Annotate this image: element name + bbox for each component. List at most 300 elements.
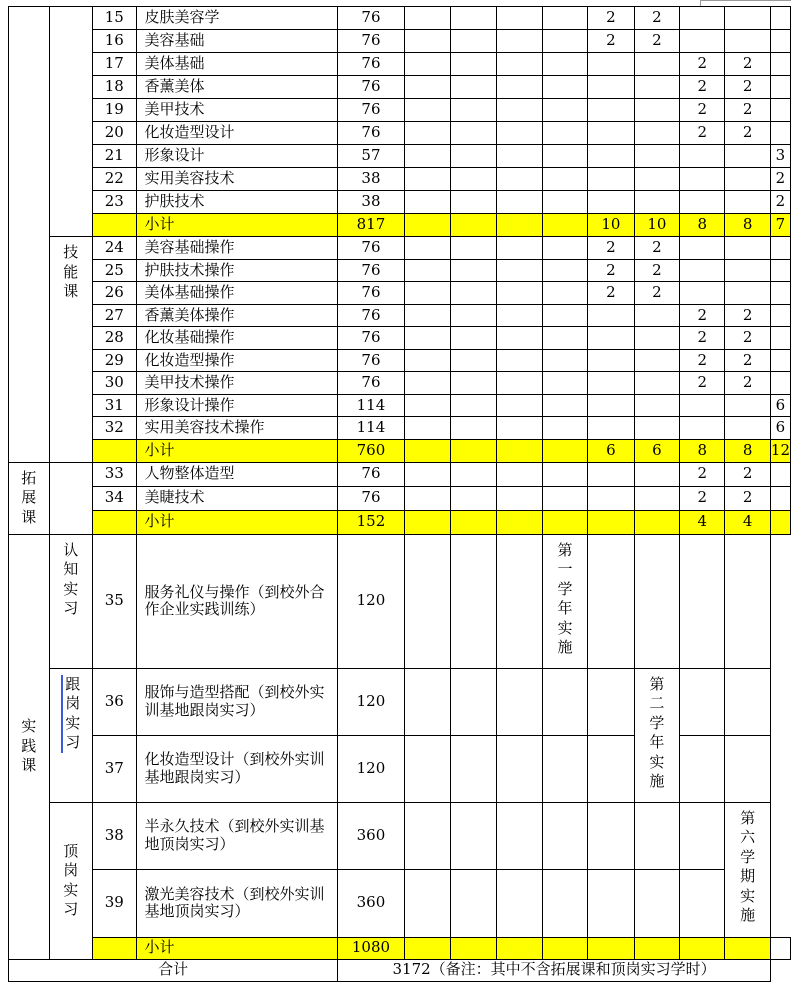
week-hours-cell <box>542 237 587 260</box>
week-hours-cell <box>542 145 587 168</box>
week-hours-cell <box>634 122 679 145</box>
course-name-text: 香薰美体操作 <box>144 305 235 324</box>
week-hours-cell <box>496 282 542 305</box>
week-hours-cell <box>680 304 725 327</box>
subtotal-week-cell-text: 4 <box>697 512 708 531</box>
course-number-text: 16 <box>104 31 124 50</box>
week-hours-cell <box>680 327 725 350</box>
subtotal-week-cell <box>542 439 587 462</box>
week-hours-cell <box>588 122 634 145</box>
week-hours-cell <box>680 282 725 305</box>
table-row <box>9 237 791 260</box>
week-cell <box>450 802 496 869</box>
course-name-text: 美甲技术 <box>144 100 205 119</box>
course-hours <box>338 30 404 53</box>
week-hours-cell <box>634 168 679 191</box>
week-hours-cell-text: 2 <box>742 328 753 347</box>
subtotal-week-cell <box>588 214 634 237</box>
week-cell-2 <box>450 327 496 350</box>
subtotal-week-cell-text: 8 <box>742 215 753 234</box>
week-hours-cell <box>770 7 790 30</box>
week-cell-1 <box>404 76 450 99</box>
week-hours-cell <box>588 282 634 305</box>
course-name <box>136 534 338 668</box>
week-cell-2 <box>450 486 496 510</box>
note-sem6-text: 第六学期实施 <box>740 808 756 924</box>
course-number <box>93 372 137 395</box>
week-hours-cell <box>770 122 790 145</box>
week-hours-cell <box>725 30 771 53</box>
week-hours-cell <box>496 417 542 440</box>
week-cell-2 <box>450 191 496 214</box>
week-hours-cell <box>496 145 542 168</box>
week-hours-cell <box>634 99 679 122</box>
week-cell-1 <box>404 168 450 191</box>
subtotal-week-cell <box>725 214 771 237</box>
course-hours-text: 76 <box>361 305 381 324</box>
course-name-text: 美体基础 <box>144 54 205 73</box>
week-hours-cell <box>725 417 771 440</box>
week-cell-2 <box>450 237 496 260</box>
week-hours-cell <box>588 168 634 191</box>
subtotal-week-cell <box>770 214 790 237</box>
week-cell <box>496 668 542 735</box>
subtotal-week-cell <box>588 439 634 462</box>
subtotal-week-cell <box>680 439 725 462</box>
week-hours-cell <box>634 76 679 99</box>
week-hours-cell <box>634 417 679 440</box>
week-hours-cell <box>634 372 679 395</box>
category-cell-professional <box>9 7 50 463</box>
course-number <box>93 802 137 869</box>
week-hours-cell <box>496 349 542 372</box>
week-hours-cell-text: 2 <box>606 238 616 257</box>
course-number-text: 28 <box>104 328 124 347</box>
table-row <box>9 668 791 735</box>
week-hours-cell <box>634 7 679 30</box>
week-hours-cell <box>725 145 771 168</box>
table-row <box>9 869 791 937</box>
week-hours-cell <box>542 327 587 350</box>
course-number <box>93 191 137 214</box>
week-hours-cell <box>496 462 542 486</box>
week-hours-cell <box>542 486 587 510</box>
subtotal-label-text: 小计 <box>144 938 175 957</box>
course-name <box>136 372 338 395</box>
course-hours-text: 76 <box>361 100 381 119</box>
course-name-text: 美容基础操作 <box>144 238 235 257</box>
week-hours-cell-text: 2 <box>742 77 753 96</box>
week-cell-1 <box>404 145 450 168</box>
week-hours-cell <box>680 7 725 30</box>
week-hours-cell <box>496 53 542 76</box>
table-row <box>9 191 791 214</box>
week-hours-cell <box>634 145 679 168</box>
subcategory-cognition-text: 认知实习 <box>63 540 79 617</box>
course-hours <box>338 668 404 735</box>
course-name <box>136 145 338 168</box>
week-cell <box>634 802 679 869</box>
course-number-text: 30 <box>104 373 124 392</box>
course-number-text: 24 <box>104 238 124 257</box>
subtotal-week-cell-text: 7 <box>775 215 786 234</box>
week-hours-cell-text: 2 <box>742 305 753 324</box>
week-hours-cell <box>542 191 587 214</box>
course-hours <box>338 372 404 395</box>
week-hours-cell-text: 2 <box>742 373 753 392</box>
week-hours-cell-text: 2 <box>652 238 662 257</box>
course-name-text: 化妆造型设计（到校外实训基地跟岗实习） <box>144 750 325 786</box>
week-cell-1 <box>404 417 450 440</box>
grand-total-label <box>9 959 338 981</box>
course-hours <box>338 869 404 937</box>
course-hours <box>338 168 404 191</box>
week-cell <box>588 869 634 937</box>
week-hours-cell <box>725 349 771 372</box>
course-hours <box>338 486 404 510</box>
course-hours <box>338 53 404 76</box>
week-hours-cell <box>542 282 587 305</box>
course-hours-text: 76 <box>361 328 381 347</box>
subtotal-week-cell <box>770 937 790 959</box>
course-number-text: 34 <box>104 488 124 507</box>
week-hours-cell-text: 2 <box>775 192 786 211</box>
course-hours-text: 76 <box>361 260 381 279</box>
week-hours-cell <box>725 237 771 260</box>
subtotal-week-cell <box>634 214 679 237</box>
week-hours-cell <box>680 30 725 53</box>
week-hours-cell-text: 2 <box>742 123 753 142</box>
subcategory-top-text: 顶岗实习 <box>63 841 79 918</box>
week-cell-2 <box>450 259 496 282</box>
week-cell <box>404 735 450 802</box>
week-cell <box>450 534 496 668</box>
week-hours-cell <box>588 304 634 327</box>
week-hours-cell <box>496 99 542 122</box>
week-hours-cell <box>496 191 542 214</box>
subtotal-label-text: 小计 <box>144 512 175 531</box>
course-name <box>136 486 338 510</box>
course-name <box>136 394 338 417</box>
course-number-text: 15 <box>104 8 124 27</box>
subcategory-follow-text: 跟岗实习 <box>61 675 81 753</box>
week-hours-cell <box>588 417 634 440</box>
course-hours <box>338 534 404 668</box>
week-hours-cell-text: 2 <box>652 260 662 279</box>
week-hours-cell <box>770 462 790 486</box>
week-hours-cell <box>496 372 542 395</box>
course-name-text: 化妆造型设计 <box>144 123 235 142</box>
week-cell-2 <box>450 349 496 372</box>
subtotal-week-cell <box>770 439 790 462</box>
week-cell-1 <box>404 259 450 282</box>
course-name-text: 实用美容技术操作 <box>144 418 265 437</box>
subtotal-week-cell-text: 10 <box>647 215 667 234</box>
grand-total-label-text: 合计 <box>158 960 189 979</box>
course-number <box>93 122 137 145</box>
course-plan-table <box>8 6 791 982</box>
week-hours-cell <box>588 145 634 168</box>
subtotal-hours <box>338 439 404 462</box>
week-hours-cell-text: 2 <box>697 488 708 507</box>
week-hours-cell <box>680 417 725 440</box>
week-hours-cell-text: 6 <box>775 418 786 437</box>
table-row <box>9 349 791 372</box>
week-cell-1 <box>404 486 450 510</box>
table-row <box>9 462 791 486</box>
course-number <box>93 304 137 327</box>
course-number-text: 20 <box>104 123 124 142</box>
course-name <box>136 417 338 440</box>
course-hours <box>338 282 404 305</box>
table-row <box>9 304 791 327</box>
week-cell <box>725 534 771 668</box>
week-cell-2 <box>450 168 496 191</box>
week-hours-cell <box>680 486 725 510</box>
week-hours-cell-text: 2 <box>742 54 753 73</box>
course-hours-text: 120 <box>356 591 386 610</box>
week-cell <box>588 668 634 735</box>
week-hours-cell <box>542 372 587 395</box>
course-hours <box>338 417 404 440</box>
subtotal-number <box>93 937 137 959</box>
week-cell-1 <box>404 349 450 372</box>
week-cell-1 <box>404 372 450 395</box>
week-hours-cell-text: 2 <box>652 283 662 302</box>
week-cell-1 <box>404 122 450 145</box>
course-name <box>136 668 338 735</box>
course-name-text: 美甲技术操作 <box>144 373 235 392</box>
subtotal-label <box>136 439 338 462</box>
week-cell <box>680 668 725 735</box>
course-number <box>93 237 137 260</box>
course-hours-text: 76 <box>361 350 381 369</box>
week-cell <box>404 802 450 869</box>
course-name <box>136 869 338 937</box>
week-hours-cell <box>770 349 790 372</box>
week-hours-cell <box>634 237 679 260</box>
table-row <box>9 486 791 510</box>
course-name-text: 美容基础 <box>144 31 205 50</box>
course-hours-text: 76 <box>361 464 381 483</box>
week-hours-cell <box>680 122 725 145</box>
week-cell <box>725 668 771 735</box>
course-hours-text: 76 <box>361 488 381 507</box>
week-hours-cell <box>496 304 542 327</box>
note-year2-text: 第二学年实施 <box>649 674 665 790</box>
week-hours-cell <box>542 168 587 191</box>
course-name <box>136 735 338 802</box>
subtotal-week-cell-text: 10 <box>601 215 621 234</box>
week-hours-cell <box>725 462 771 486</box>
table-row <box>9 534 791 668</box>
week-cell <box>588 802 634 869</box>
course-number <box>93 327 137 350</box>
table-row <box>9 802 791 869</box>
subtotal-row <box>9 510 791 534</box>
week-cell-2 <box>450 462 496 486</box>
week-cell <box>542 802 587 869</box>
table-row <box>9 394 791 417</box>
week-hours-cell <box>542 394 587 417</box>
week-cell-1 <box>404 30 450 53</box>
note-year2 <box>634 668 679 802</box>
table-row <box>9 53 791 76</box>
week-cell <box>450 668 496 735</box>
subtotal-week-cell <box>542 937 587 959</box>
course-hours <box>338 349 404 372</box>
week-hours-cell <box>634 394 679 417</box>
week-hours-cell <box>496 394 542 417</box>
subtotal-week-cell-text: 8 <box>697 440 708 459</box>
week-hours-cell <box>725 304 771 327</box>
week-hours-cell <box>634 53 679 76</box>
subtotal-week-cell <box>542 510 587 534</box>
course-number-text: 29 <box>104 350 124 369</box>
week-cell-2 <box>450 304 496 327</box>
week-cell <box>542 869 587 937</box>
course-number <box>93 462 137 486</box>
subtotal-label <box>136 510 338 534</box>
subtotal-week-1 <box>404 510 450 534</box>
table-row <box>9 168 791 191</box>
course-name-text: 服饰与造型搭配（到校外实训基地跟岗实习） <box>144 683 325 719</box>
subtotal-week-cell <box>496 510 542 534</box>
week-cell <box>542 668 587 735</box>
week-cell <box>634 869 679 937</box>
course-number <box>93 668 137 735</box>
course-name-text: 服务礼仪与操作（到校外合作企业实践训练） <box>144 582 325 618</box>
week-hours-cell <box>634 30 679 53</box>
subcategory-cognition <box>49 534 93 668</box>
week-cell-1 <box>404 304 450 327</box>
week-hours-cell <box>496 259 542 282</box>
week-hours-cell <box>770 372 790 395</box>
course-name <box>136 191 338 214</box>
week-cell <box>496 802 542 869</box>
week-hours-cell <box>542 304 587 327</box>
subtotal-week-cell <box>725 439 771 462</box>
week-hours-cell <box>588 349 634 372</box>
table-row <box>9 76 791 99</box>
week-hours-cell-text: 2 <box>697 464 708 483</box>
week-hours-cell <box>725 282 771 305</box>
course-hours-text: 38 <box>361 169 381 188</box>
week-hours-cell <box>770 30 790 53</box>
week-hours-cell <box>588 486 634 510</box>
subtotal-week-cell <box>634 937 679 959</box>
table-row <box>9 282 791 305</box>
week-hours-cell-text: 2 <box>652 31 662 50</box>
week-hours-cell <box>770 394 790 417</box>
course-hours <box>338 7 404 30</box>
subtotal-hours <box>338 937 404 959</box>
course-hours-text: 120 <box>356 758 386 777</box>
subtotal-week-cell-text: 6 <box>652 440 662 459</box>
course-name-text: 形象设计 <box>144 146 205 165</box>
table-row <box>9 259 791 282</box>
table-row <box>9 372 791 395</box>
week-cell-2 <box>450 30 496 53</box>
course-hours <box>338 259 404 282</box>
week-hours-cell <box>680 191 725 214</box>
week-hours-cell <box>725 168 771 191</box>
course-name-text: 人物整体造型 <box>144 464 235 483</box>
week-hours-cell <box>634 191 679 214</box>
subtotal-week-cell <box>634 439 679 462</box>
week-hours-cell <box>542 259 587 282</box>
week-hours-cell <box>770 99 790 122</box>
table-row <box>9 145 791 168</box>
week-hours-cell <box>770 53 790 76</box>
subtotal-hours-text: 817 <box>356 215 386 234</box>
week-hours-cell <box>634 259 679 282</box>
week-hours-cell <box>680 168 725 191</box>
week-hours-cell <box>496 237 542 260</box>
subtotal-hours-text: 1080 <box>351 938 391 957</box>
week-cell <box>588 735 634 802</box>
course-number <box>93 486 137 510</box>
course-number-text: 22 <box>104 169 124 188</box>
course-name-text: 皮肤美容学 <box>144 8 220 27</box>
week-hours-cell <box>634 462 679 486</box>
note-sem6 <box>725 802 771 937</box>
week-cell-2 <box>450 7 496 30</box>
week-hours-cell <box>496 7 542 30</box>
course-number <box>93 417 137 440</box>
course-hours <box>338 76 404 99</box>
course-number-text: 19 <box>104 100 124 119</box>
week-cell-1 <box>404 99 450 122</box>
subtotal-label-text: 小计 <box>144 440 175 459</box>
week-hours-cell <box>588 394 634 417</box>
subtotal-week-cell <box>634 510 679 534</box>
week-hours-cell-text: 2 <box>775 169 786 188</box>
subtotal-label-text: 小计 <box>144 215 175 234</box>
table-row <box>9 122 791 145</box>
week-hours-cell <box>588 7 634 30</box>
week-hours-cell <box>496 327 542 350</box>
course-number <box>93 168 137 191</box>
week-hours-cell <box>496 486 542 510</box>
course-name-text: 护肤技术操作 <box>144 260 235 279</box>
week-hours-cell <box>588 372 634 395</box>
course-hours-text: 120 <box>356 691 386 710</box>
week-hours-cell <box>542 417 587 440</box>
week-cell <box>450 735 496 802</box>
week-hours-cell <box>588 259 634 282</box>
week-hours-cell <box>680 237 725 260</box>
week-cell-1 <box>404 282 450 305</box>
table-row <box>9 7 791 30</box>
week-hours-cell-text: 2 <box>697 100 708 119</box>
week-cell <box>725 735 771 802</box>
week-hours-cell-text: 2 <box>742 350 753 369</box>
course-hours-text: 57 <box>361 146 381 165</box>
course-hours-text: 76 <box>361 123 381 142</box>
week-hours-cell <box>680 259 725 282</box>
subtotal-week-cell <box>588 510 634 534</box>
week-hours-cell <box>725 76 771 99</box>
week-hours-cell <box>680 53 725 76</box>
week-hours-cell <box>588 462 634 486</box>
week-hours-cell <box>680 394 725 417</box>
subtotal-week-cell-text: 12 <box>770 440 790 459</box>
week-hours-cell <box>588 191 634 214</box>
course-number-text: 26 <box>104 283 124 302</box>
week-hours-cell <box>725 191 771 214</box>
week-hours-cell-text: 2 <box>652 8 662 27</box>
